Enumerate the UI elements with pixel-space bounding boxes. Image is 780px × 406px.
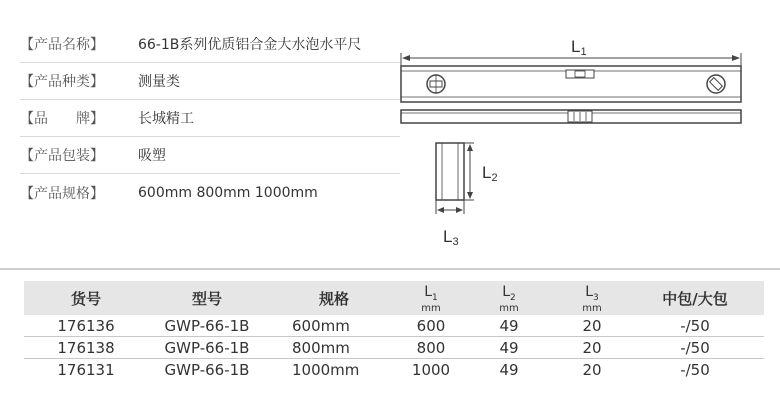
spec-row-packaging (20, 137, 400, 174)
section-divider (0, 268, 780, 270)
cell-pack: -/50 (680, 338, 710, 357)
table-row (24, 315, 764, 337)
spec-value: 长城精工 (138, 111, 194, 127)
spec-row-brand (20, 100, 400, 137)
spec-row-size (20, 174, 400, 211)
table-row (24, 359, 764, 381)
spec-row-category (20, 63, 400, 100)
cell-item-no: 176138 (57, 338, 115, 357)
header-l1-unit: mm (421, 303, 441, 315)
table-header (24, 281, 764, 315)
cell-pack: -/50 (680, 316, 710, 335)
spec-key: 【产品种类】 (20, 74, 104, 90)
cell-item-no: 176136 (57, 316, 115, 335)
l2-label: L (482, 163, 492, 182)
level-drawing (390, 0, 780, 265)
spec-value: 测量类 (138, 74, 180, 90)
spec-value: 600mm 800mm 1000mm (138, 184, 318, 201)
l3-dimension (436, 200, 464, 248)
svg-text:L2 (482, 163, 498, 184)
l2-dimension (464, 143, 498, 200)
cell-spec: 1000mm (292, 361, 360, 379)
product-table (24, 281, 764, 381)
spec-value: 66-1B系列优质铝合金大水泡水平尺 (138, 37, 362, 53)
l1-dimension (401, 37, 741, 66)
header-l1-sub: 1 (432, 292, 438, 303)
cell-spec: 600mm (292, 316, 350, 335)
header-l2-letter: L (502, 283, 511, 300)
header-l3-unit: mm (582, 303, 602, 315)
header-l1-letter: L (424, 283, 433, 300)
cell-item-no: 176131 (57, 361, 115, 379)
cell-l3: 20 (582, 338, 602, 357)
l2-subscript: 2 (491, 172, 498, 184)
header-spec: 规格 (318, 289, 349, 308)
header-l2 (460, 282, 558, 315)
spec-value: 吸塑 (138, 148, 166, 164)
l1-subscript: 1 (580, 46, 587, 58)
cell-model: GWP-66-1B (164, 361, 250, 379)
spec-list (20, 26, 400, 211)
table-row (24, 337, 764, 359)
spec-row-name (20, 26, 400, 63)
header-l2-unit: mm (499, 303, 519, 315)
svg-text:L1 (571, 37, 587, 58)
cell-l1: 600 (416, 316, 446, 335)
cell-l1: 1000 (411, 361, 451, 379)
cell-model: GWP-66-1B (164, 338, 250, 357)
cell-pack: -/50 (680, 361, 710, 379)
header-l3 (558, 282, 626, 315)
cell-model: GWP-66-1B (164, 316, 250, 335)
header-l3-sub: 3 (593, 292, 599, 303)
l1-label: L (571, 37, 581, 56)
cell-l3: 20 (582, 316, 602, 335)
svg-text:L3 (443, 227, 459, 248)
spec-key: 【品 牌】 (20, 111, 104, 127)
header-pack: 中包/大包 (662, 289, 728, 308)
cell-spec: 800mm (292, 338, 350, 357)
header-l2-sub: 2 (510, 292, 516, 303)
header-l1 (402, 282, 460, 315)
l3-subscript: 3 (452, 236, 459, 248)
header-l3-letter: L (585, 283, 594, 300)
cell-l2: 49 (499, 316, 519, 335)
cell-l2: 49 (499, 361, 519, 379)
l3-label: L (443, 227, 453, 246)
cell-l1: 800 (416, 338, 446, 357)
cell-l2: 49 (499, 338, 519, 357)
cell-l3: 20 (582, 361, 602, 379)
level-top-view (401, 110, 741, 123)
spec-key: 【产品规格】 (20, 185, 104, 202)
level-front-view (401, 66, 741, 102)
header-item-no: 货号 (70, 289, 101, 308)
level-end-view (436, 143, 464, 200)
header-model: 型号 (191, 289, 222, 308)
spec-key: 【产品名称】 (20, 37, 104, 53)
spec-key: 【产品包装】 (20, 148, 104, 164)
